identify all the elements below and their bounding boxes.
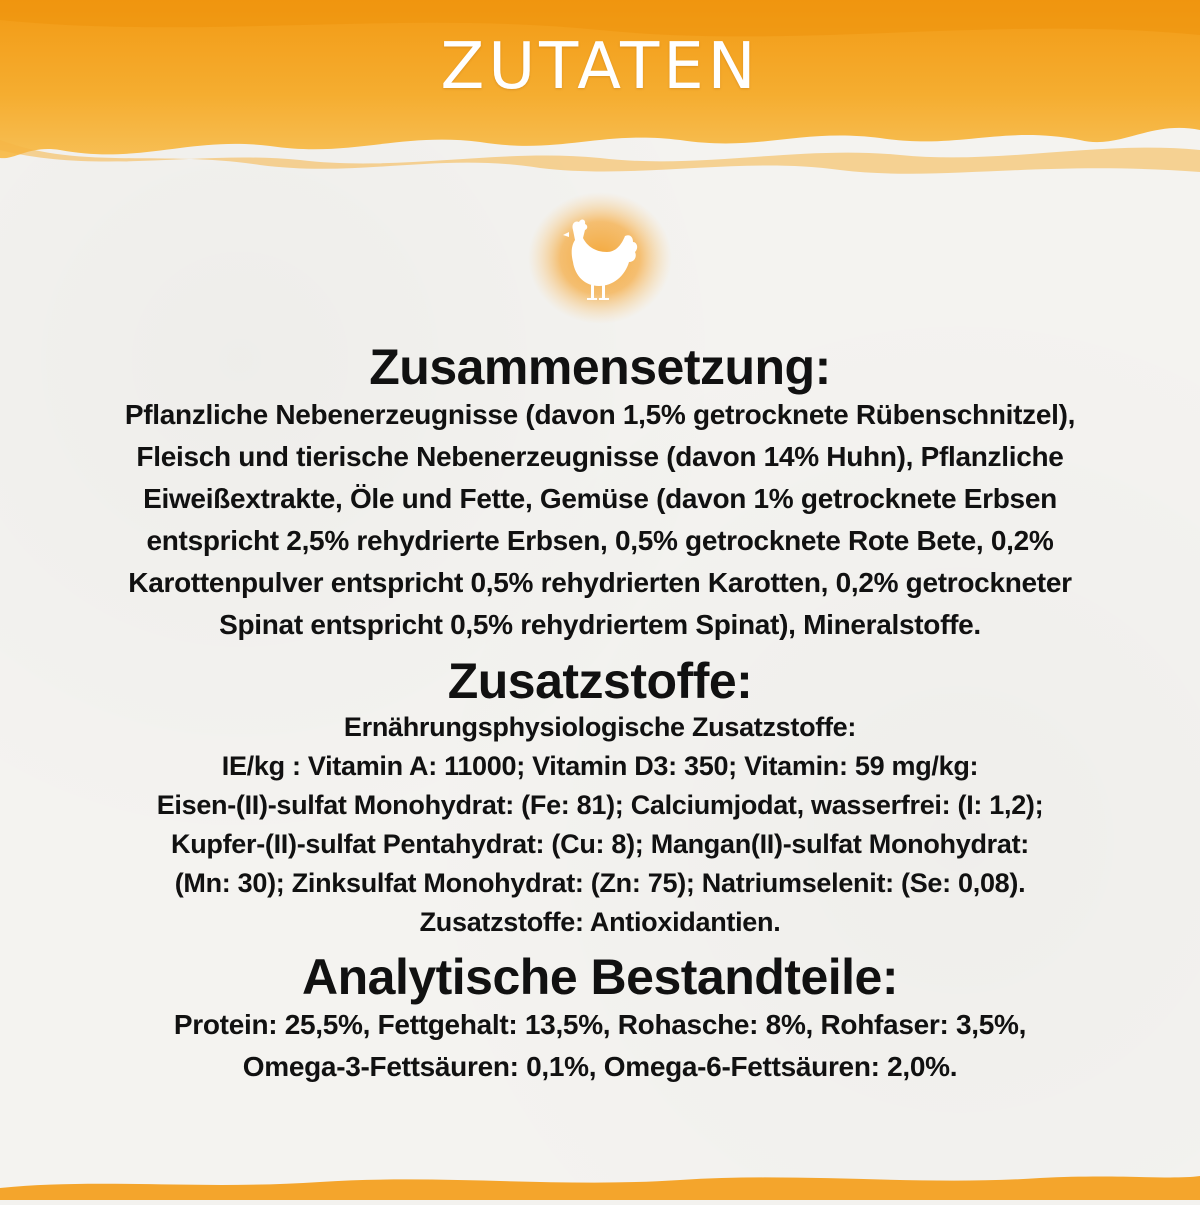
section-analytische-bestandteile <box>40 950 1160 1088</box>
icon-badge <box>525 190 675 330</box>
text-line: entspricht 2,5% rehydrierte Erbsen, 0,5% getrocknete Rote Bete, 0,2% <box>146 525 1054 556</box>
header-banner <box>0 0 1200 190</box>
text-line: (Mn: 30); Zinksulfat Monohydrat: (Zn: 75); Natriumselenit: (Se: 0,08). <box>174 868 1026 898</box>
section-text <box>40 394 1160 646</box>
text-line: Spinat entspricht 0,5% rehydriertem Spinat), Mineralstoffe. <box>219 609 981 640</box>
section-zusammensetzung <box>40 340 1160 646</box>
text-line: Karottenpulver entspricht 0,5% rehydrierten Karotten, 0,2% getrockneter <box>128 567 1072 598</box>
section-text <box>40 1004 1160 1088</box>
text-line: Eisen-(II)-sulfat Monohydrat: (Fe: 81); Calciumjodat, wasserfrei: (I: 1,2); <box>156 790 1044 820</box>
ingredients-content <box>40 340 1160 1096</box>
section-zusatzstoffe <box>40 654 1160 942</box>
text-line: Omega-3-Fettsäuren: 0,1%, Omega-6-Fettsäuren: 2,0%. <box>242 1051 958 1082</box>
text-line: Zusatzstoffe: Antioxidantien. <box>419 907 781 937</box>
banner-title: ZUTATEN <box>440 30 760 104</box>
footer-stripe <box>0 1160 1200 1200</box>
text-line: Fleisch und tierische Nebenerzeugnisse (davon 14% Huhn), Pflanzliche <box>136 441 1064 472</box>
text-line: Ernährungsphysiologische Zusatzstoffe: <box>343 712 857 742</box>
section-heading: Zusammensetzung: <box>369 339 831 395</box>
section-heading: Zusatzstoffe: <box>447 653 753 709</box>
section-text <box>40 708 1160 942</box>
text-line: Eiweißextrakte, Öle und Fette, Gemüse (davon 1% getrocknete Erbsen <box>143 483 1057 514</box>
text-line: Protein: 25,5%, Fettgehalt: 13,5%, Rohasche: 8%, Rohfaser: 3,5%, <box>173 1009 1027 1040</box>
text-line: Kupfer-(II)-sulfat Pentahydrat: (Cu: 8); Mangan(II)-sulfat Monohydrat: <box>171 829 1029 859</box>
section-heading: Analytische Bestandteile: <box>301 949 899 1005</box>
text-line: IE/kg : Vitamin A: 11000; Vitamin D3: 350; Vitamin: 59 mg/kg: <box>221 751 979 781</box>
text-line: Pflanzliche Nebenerzeugnisse (davon 1,5% getrocknete Rübenschnitzel), <box>124 399 1076 430</box>
